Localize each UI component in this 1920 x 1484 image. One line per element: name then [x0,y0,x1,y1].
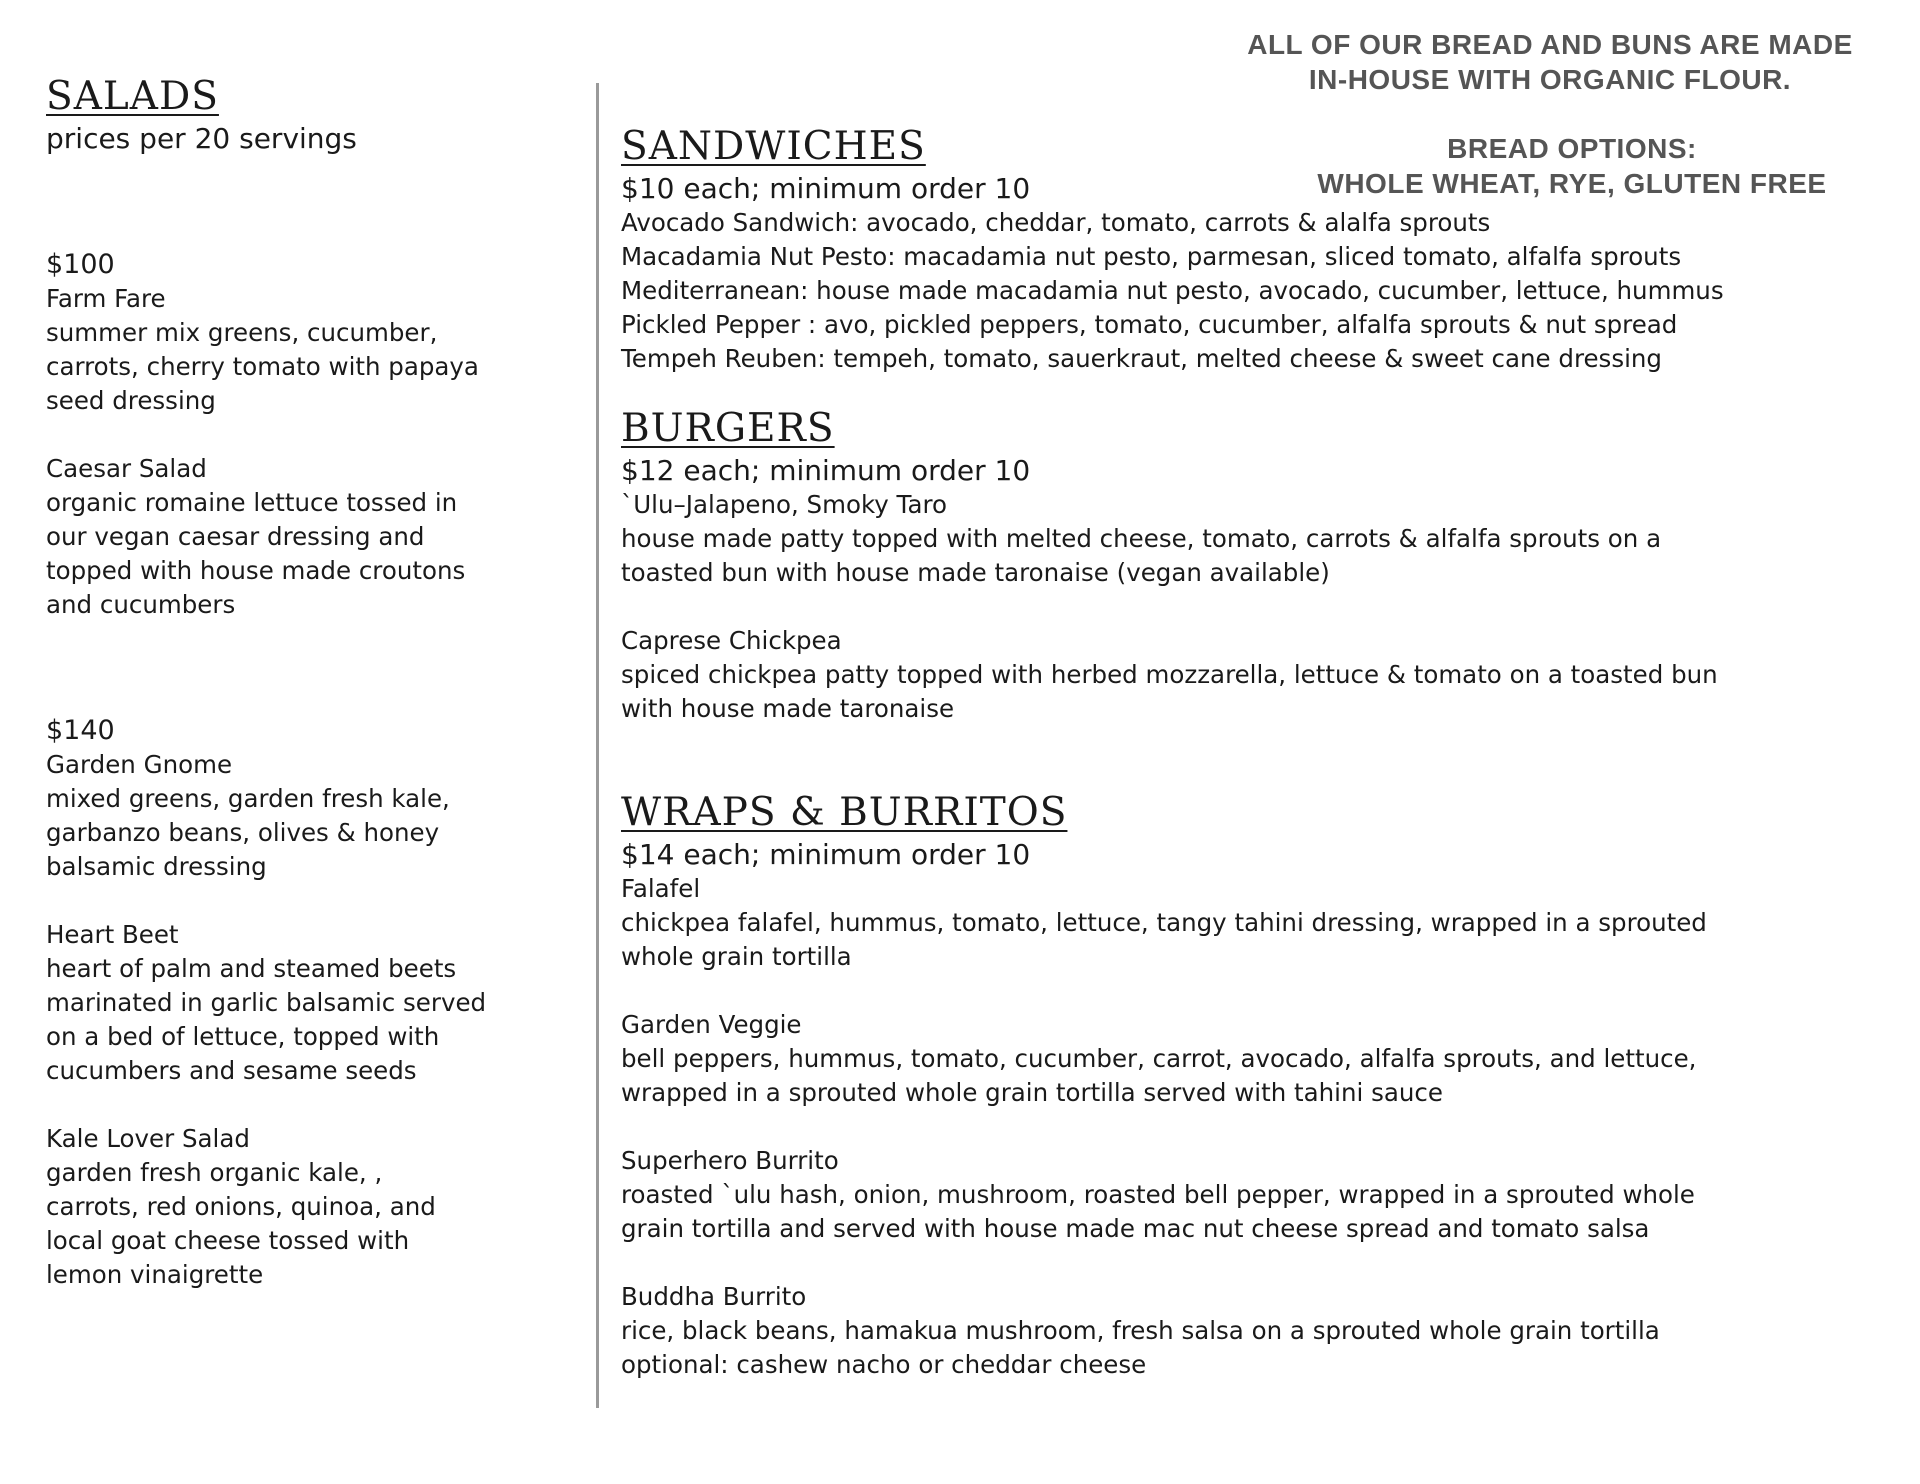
item-desc-line: bell peppers, hummus, tomato, cucumber, carrot, avocado, alfalfa sprouts, and lettuce, [621,1044,1697,1073]
sandwich-item: Tempeh Reuben: tempeh, tomato, sauerkraut, melted cheese & sweet cane dressing [621,344,1662,373]
menu-item [621,1280,1901,1382]
item-desc-line: toasted bun with house made taronaise (vegan available) [621,558,1330,587]
sandwich-item: Pickled Pepper : avo, pickled peppers, tomato, cucumber, alfalfa sprouts & nut spread [621,310,1678,339]
item-name: Kale Lover Salad [46,1124,250,1153]
bread-options-title: BREAD OPTIONS: [1447,133,1697,164]
item-desc-line: garbanzo beans, olives & honey [46,818,440,847]
bread-notice-line-2: IN-HOUSE WITH ORGANIC FLOUR. [1308,64,1792,95]
item-desc-line: local goat cheese tossed with [46,1226,410,1255]
item-desc-line: rice, black beans, hamakua mushroom, fresh salsa on a sprouted whole grain tortilla [621,1316,1660,1345]
wraps-price: $14 each; minimum order 10 [621,838,1031,871]
menu-item [621,488,1901,590]
item-desc-line: garden fresh organic kale, , [46,1158,383,1187]
item-desc-line: organic romaine lettuce tossed in [46,488,458,517]
item-desc-line: topped with house made croutons [46,556,466,585]
column-divider [596,83,599,1408]
menu-item [46,282,586,418]
item-desc-line: carrots, cherry tomato with papaya [46,352,479,381]
sandwich-item: Macadamia Nut Pesto: macadamia nut pesto, parmesan, sliced tomato, alfalfa sprouts [621,242,1682,271]
item-desc-line: house made patty topped with melted cheese, tomato, carrots & alfalfa sprouts on a [621,524,1662,553]
menu-item [621,624,1901,726]
sandwiches-heading: SANDWICHES [621,124,926,169]
item-desc-line: on a bed of lettuce, topped with [46,1022,440,1051]
item-name: Caesar Salad [46,454,207,483]
bread-options-list: WHOLE WHEAT, RYE, GLUTEN FREE [1317,168,1827,199]
item-desc-line: our vegan caesar dressing and [46,522,425,551]
item-name: Superhero Burrito [621,1146,839,1175]
item-desc-line: lemon vinaigrette [46,1260,264,1289]
item-desc-line: roasted `ulu hash, onion, mushroom, roasted bell pepper, wrapped in a sprouted whole [621,1180,1695,1209]
menu-item [621,1008,1901,1110]
item-name: `Ulu–Jalapeno, Smoky Taro [621,490,948,519]
sandwiches-price: $10 each; minimum order 10 [621,172,1031,205]
item-name: Farm Fare [46,284,166,313]
menu-item [46,1122,586,1292]
item-desc-line: and cucumbers [46,590,236,619]
salads-subtitle: prices per 20 servings [46,122,357,155]
item-desc-line: spiced chickpea patty topped with herbed mozzarella, lettuce & tomato on a toasted bun [621,660,1718,689]
item-desc-line: balsamic dressing [46,852,267,881]
salads-tier1-price: $100 [46,249,115,280]
salads-section [46,72,586,1292]
item-desc-line: heart of palm and steamed beets [46,954,457,983]
item-name: Garden Gnome [46,750,233,779]
burgers-heading: BURGERS [621,406,835,451]
item-desc-line: cucumbers and sesame seeds [46,1056,417,1085]
item-desc-line: grain tortilla and served with house made mac nut cheese spread and tomato salsa [621,1214,1650,1243]
wraps-heading: WRAPS & BURRITOS [621,790,1068,835]
salads-heading: SALADS [46,74,219,119]
item-desc-line: optional: cashew nacho or cheddar cheese [621,1350,1147,1379]
item-name: Caprese Chickpea [621,626,842,655]
sandwich-item: Avocado Sandwich: avocado, cheddar, tomato, carrots & alalfa sprouts [621,208,1491,237]
menu-item [46,918,586,1088]
menu-item [621,872,1901,974]
salads-tier2-price: $140 [46,715,115,746]
item-name: Garden Veggie [621,1010,802,1039]
bread-notice [1180,27,1920,97]
burgers-price: $12 each; minimum order 10 [621,454,1031,487]
bread-notice-line-1: ALL OF OUR BREAD AND BUNS ARE MADE [1247,29,1853,60]
item-desc-line: carrots, red onions, quinoa, and [46,1192,436,1221]
sandwiches-section [621,122,1901,376]
item-desc-line: marinated in garlic balsamic served [46,988,487,1017]
item-desc-line: summer mix greens, cucumber, [46,318,438,347]
main-menu-column [621,122,1901,1382]
menu-item [46,748,586,884]
item-desc-line: seed dressing [46,386,216,415]
item-desc-line: whole grain tortilla [621,942,852,971]
menu-item [621,1144,1901,1246]
item-name: Heart Beet [46,920,179,949]
item-desc-line: mixed greens, garden fresh kale, [46,784,450,813]
item-desc-line: chickpea falafel, hummus, tomato, lettuce, tangy tahini dressing, wrapped in a sprouted [621,908,1707,937]
item-desc-line: wrapped in a sprouted whole grain tortilla served with tahini sauce [621,1078,1443,1107]
wraps-section [621,788,1901,1382]
item-desc-line: with house made taronaise [621,694,955,723]
item-name: Buddha Burrito [621,1282,807,1311]
sandwich-item: Mediterranean: house made macadamia nut pesto, avocado, cucumber, lettuce, hummus [621,276,1724,305]
item-name: Falafel [621,874,701,903]
burgers-section [621,404,1901,726]
menu-item [46,452,586,622]
